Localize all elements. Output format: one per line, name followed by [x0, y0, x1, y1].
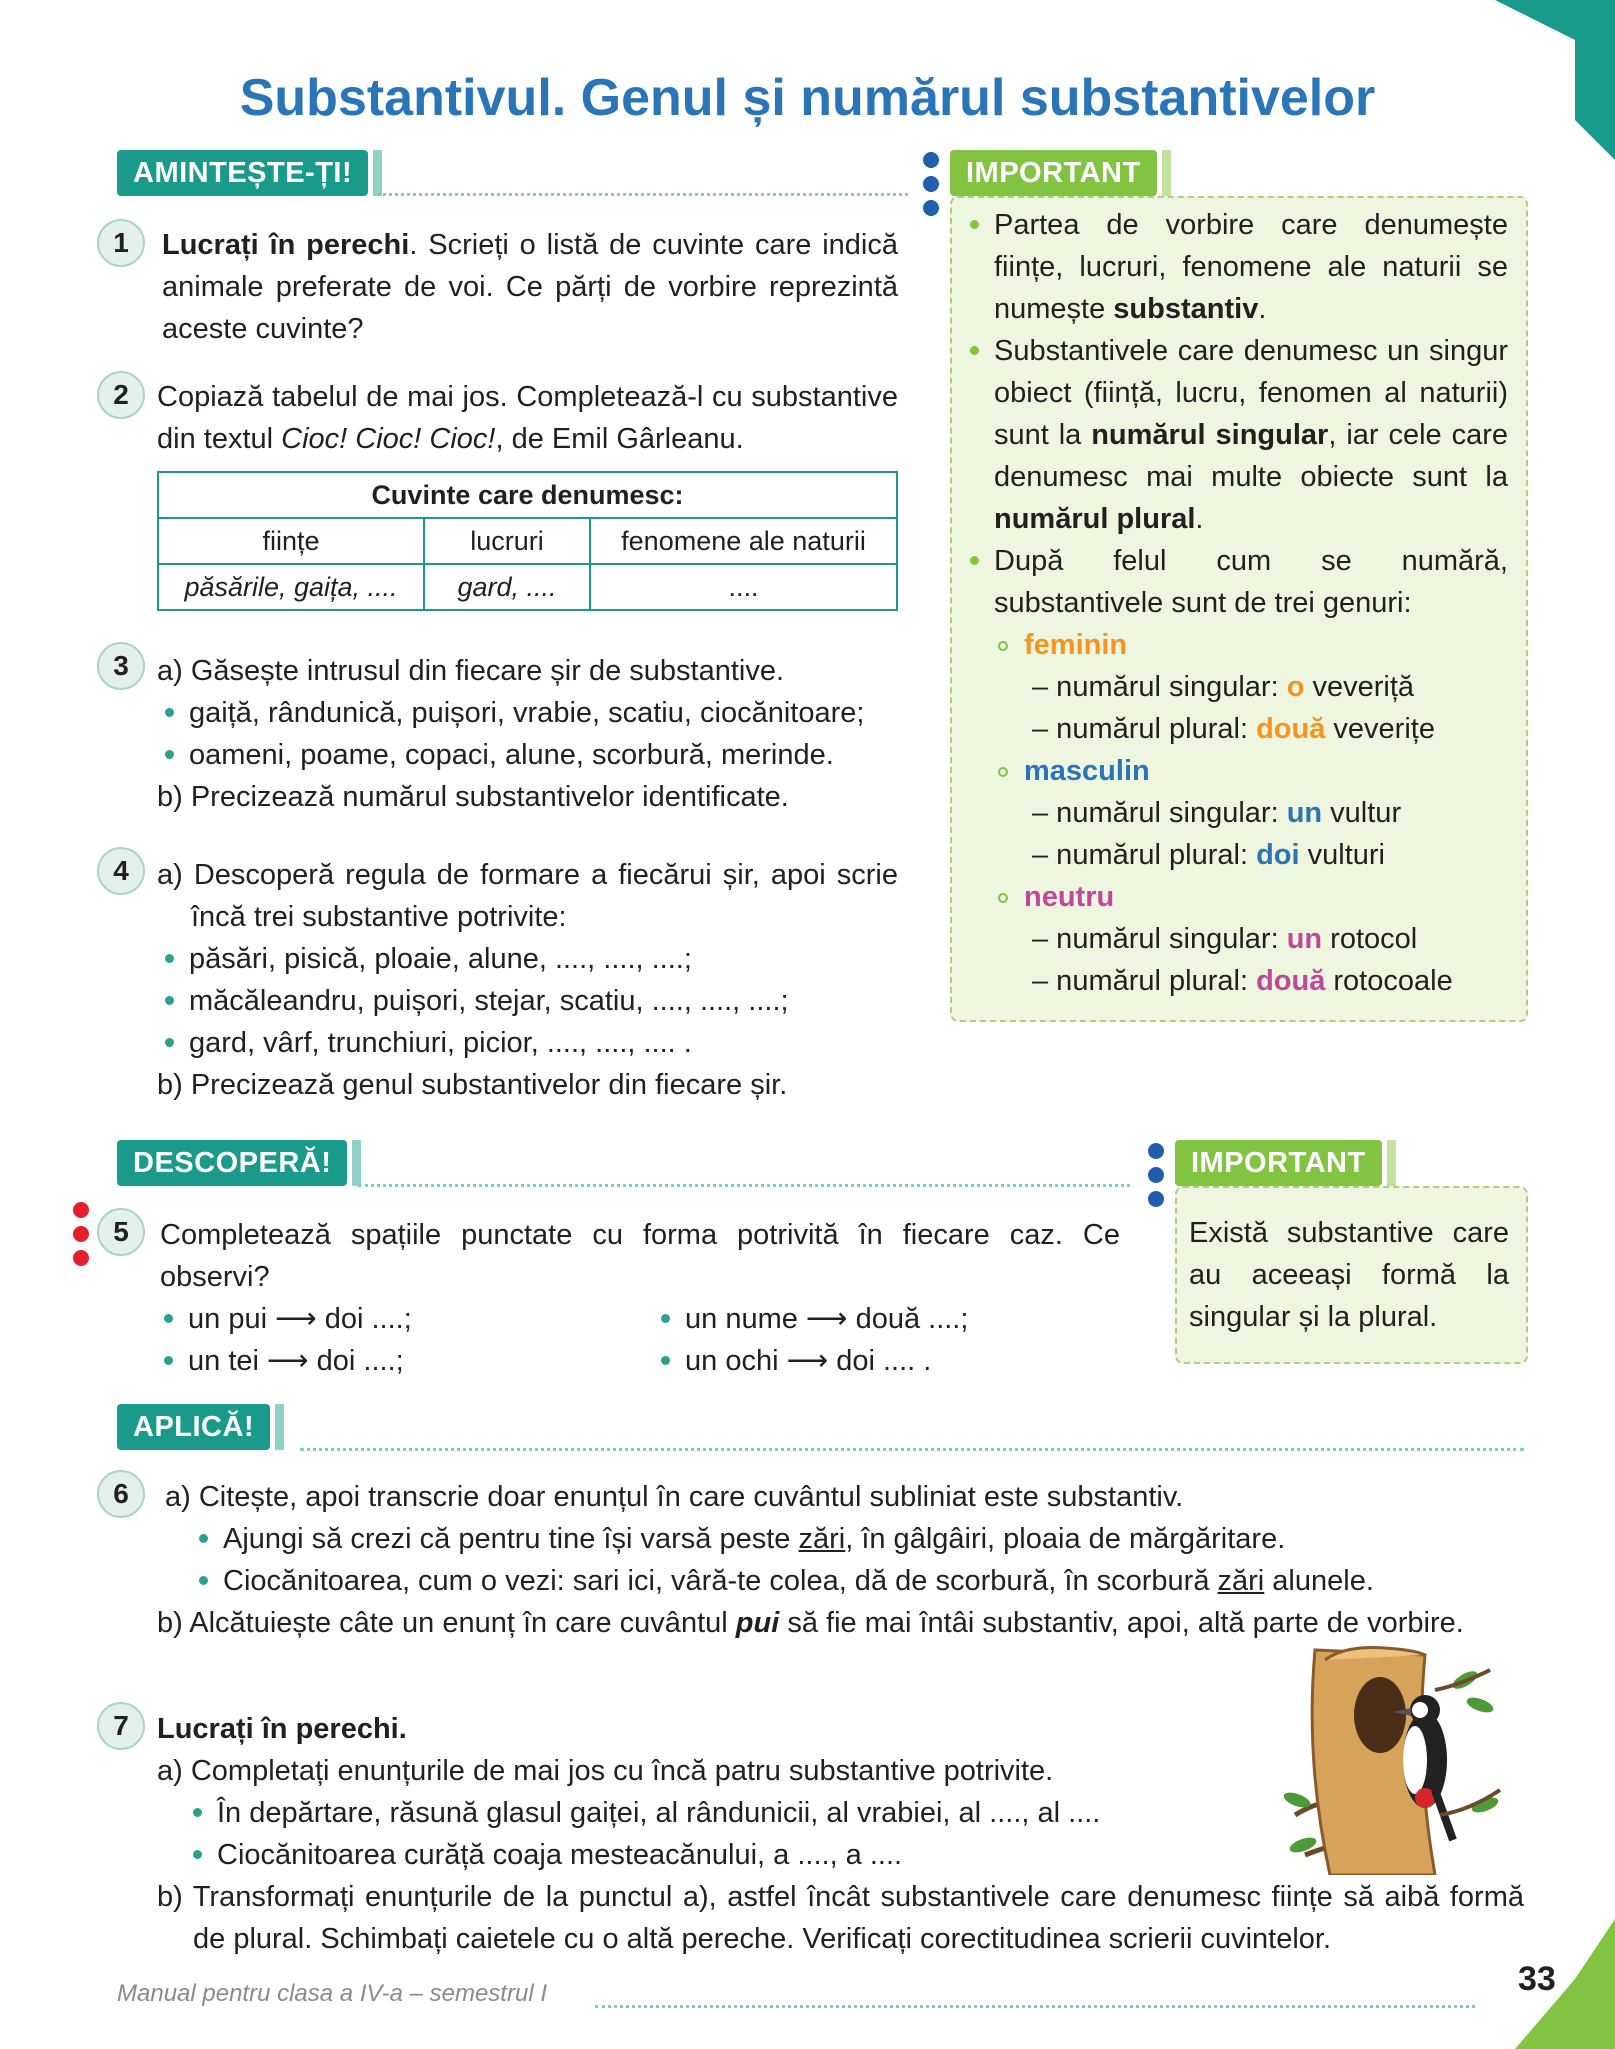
important-label: IMPORTANT	[1175, 1140, 1382, 1186]
exercise-number: 2	[97, 371, 145, 419]
page-number: 33	[1518, 1960, 1556, 1998]
page-title: Substantivul. Genul și numărul substantivelor	[239, 69, 1376, 127]
exercise-1-text	[162, 224, 898, 350]
exercise-number: 7	[97, 1702, 145, 1750]
gender-example: – numărul plural: două veverițe	[1032, 713, 1435, 745]
list-item: oameni, poame, copaci, alune, scorbură, merinde.	[161, 734, 902, 776]
bullet-dot	[1148, 1167, 1164, 1183]
list-item: un pui ⟶ doi ....;	[160, 1298, 610, 1340]
exercise-5-right	[657, 1298, 1107, 1382]
bullet-dot	[923, 152, 939, 168]
section-divider	[358, 1184, 1130, 1187]
exercise-7-b: b) Transformați enunțurile de la punctul a), astfel încât substantivele care denumesc ființe să aibă formă de plural. Schimbați caietele cu o altă pereche. Verificați corectitudinea scrierii cuvintelor.	[157, 1881, 1524, 1955]
section-divider	[378, 193, 908, 196]
table-cell: păsările, gaița, ....	[158, 564, 424, 610]
important-label: IMPORTANT	[950, 150, 1157, 196]
arrow-icon: ⟶	[786, 1345, 829, 1377]
important-content	[966, 204, 1508, 1002]
bullet-dot	[1148, 1143, 1164, 1159]
exercise-5-text: Completează spațiile punctate cu forma potrivită în fiecare caz. Ce observi?	[160, 1219, 1120, 1293]
bullet-dot	[73, 1250, 89, 1266]
exercise-4-a: a) Descoperă regula de formare a fiecărui șir, apoi scrie încă trei substantive potrivite:	[157, 859, 898, 933]
list-item: gaiță, rândunică, puișori, vrabie, scatiu, ciocănitoare;	[161, 692, 902, 734]
gender-example: – numărul singular: o veveriță	[1032, 671, 1415, 703]
gender-feminine: feminin	[994, 624, 1508, 666]
bullet-dot	[923, 200, 939, 216]
table-col-header: fenomene ale naturii	[590, 518, 897, 564]
exercise-number: 3	[97, 642, 145, 690]
table-col-header: lucruri	[424, 518, 590, 564]
exercise-3-content	[157, 650, 902, 818]
gender-example: – numărul singular: un vultur	[1032, 797, 1402, 829]
gender-example: – numărul singular: un rotocol	[1032, 923, 1418, 955]
exercise-number: 6	[97, 1470, 145, 1518]
list-item: În depărtare, răsună glasul gaiței, al rândunicii, al vrabiei, al ...., al ....	[189, 1792, 1524, 1834]
list-item: păsări, pisică, ploaie, alune, ...., ...., ....;	[161, 938, 898, 980]
table-header: Cuvinte care denumesc:	[158, 472, 897, 518]
exercise-number: 5	[97, 1208, 145, 1256]
arrow-icon: ⟶	[275, 1303, 317, 1335]
exercise-number: 1	[97, 219, 145, 267]
section-label-descopera: DESCOPERĂ!	[117, 1140, 347, 1186]
exercise-1-instruction: Lucrați în perechi	[162, 229, 410, 261]
bullet-dot	[923, 176, 939, 192]
exercise-5-left	[160, 1298, 610, 1382]
exercise-7-a: a) Completați enunțurile de mai jos cu încă patru substantive potrivite.	[157, 1755, 1054, 1787]
important-point: După felul cum se numără, substantivele sunt de trei genuri:	[966, 540, 1508, 624]
exercise-2-body: Copiază tabelul de mai jos. Completează-l cu substantive din textul	[157, 381, 898, 455]
bullet-dot	[73, 1226, 89, 1242]
exercise-3-b: b) Precizează numărul substantivelor identificate.	[157, 781, 789, 813]
exercise-2-author: , de Emil Gârleanu.	[495, 423, 744, 455]
woodpecker-illustration	[1275, 1640, 1515, 1875]
exercise-4-b: b) Precizează genul substantivelor din fiecare șir.	[157, 1069, 788, 1101]
arrow-icon: ⟶	[805, 1303, 848, 1335]
important-point: Substantivele care denumesc un singur obiect (ființă, lucru, fenomen al naturii) sunt la numărul singular, iar cele care denumesc mai multe obiecte sunt la numărul plural.	[966, 330, 1508, 540]
list-item: un nume ⟶ două ....;	[657, 1298, 1107, 1340]
section-label-aplica: APLICĂ!	[117, 1404, 270, 1450]
exercise-6-content	[157, 1476, 1524, 1644]
gender-neuter: neutru	[994, 876, 1508, 918]
list-item: Ajungi să crezi că pentru tine își varsă peste zări, în gâlgâiri, ploaia de mărgăritare.	[195, 1518, 1524, 1560]
list-item: un ochi ⟶ doi .... .	[657, 1340, 1107, 1382]
list-item: Ciocănitoarea, cum o vezi: sari ici, vâră-te colea, dă de scorbură, în scorbură zări alunele.	[195, 1560, 1524, 1602]
list-item: Ciocănitoarea curăță coaja mesteacănului, a ...., a ....	[189, 1834, 1524, 1876]
bullet-dot	[1148, 1191, 1164, 1207]
exercise-3-a: a) Găsește intrusul din fiecare șir de substantive.	[157, 655, 785, 687]
nouns-table	[157, 471, 898, 611]
exercise-2-text	[157, 376, 898, 460]
gender-example: – numărul plural: doi vulturi	[1032, 839, 1385, 871]
exercise-1-body: . Scrieți o listă de cuvinte care indică animale preferate de voi. Ce părți de vorbire reprezintă aceste cuvinte?	[162, 229, 899, 345]
footer-divider	[595, 2005, 1475, 2008]
bullet-dot	[73, 1202, 89, 1218]
list-item: gard, vârf, trunchiuri, picior, ...., ...., .... .	[161, 1022, 898, 1064]
exercise-6-a: a) Citește, apoi transcrie doar enunțul în care cuvântul subliniat este substantiv.	[165, 1481, 1184, 1513]
section-label-aminteste: AMINTEȘTE-ȚI!	[117, 150, 368, 196]
exercise-6-b: b) Alcătuiește câte un enunț în care cuvântul pui să fie mai întâi substantiv, apoi, altă parte de vorbire.	[157, 1607, 1464, 1639]
table-cell: gard, ....	[424, 564, 590, 610]
exercise-4-content	[157, 854, 898, 1106]
exercise-7-instruction: Lucrați în perechi.	[157, 1713, 407, 1745]
exercise-number: 4	[97, 847, 145, 895]
list-item: un tei ⟶ doi ....;	[160, 1340, 610, 1382]
table-cell: ....	[590, 564, 897, 610]
important-text: Există substantive care au aceeași formă la singular și la plural.	[1189, 1217, 1509, 1333]
list-item: măcăleandru, puișori, stejar, scatiu, ...., ...., ....;	[161, 980, 898, 1022]
section-divider	[300, 1448, 1524, 1451]
gender-masculine: masculin	[994, 750, 1508, 792]
arrow-icon: ⟶	[267, 1345, 309, 1377]
exercise-2-title: Cioc! Cioc! Cioc!	[281, 423, 496, 455]
table-col-header: ființe	[158, 518, 424, 564]
footer-text: Manual pentru clasa a IV-a – semestrul I	[117, 1980, 547, 2007]
important-point: Partea de vorbire care denumește ființe, lucruri, fenomene ale naturii se numește substantiv.	[966, 204, 1508, 330]
gender-example: – numărul plural: două rotocoale	[1032, 965, 1453, 997]
